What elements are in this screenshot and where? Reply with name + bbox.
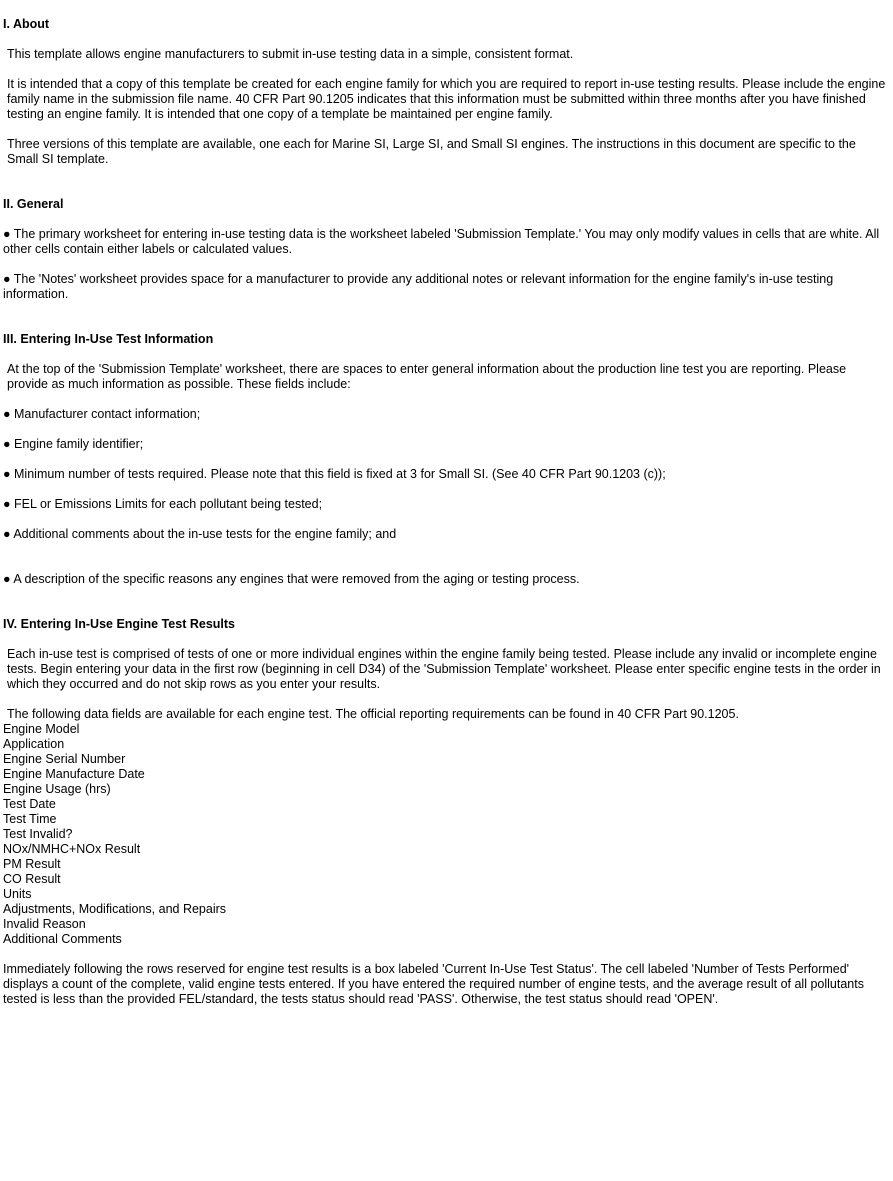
entering-info-paragraph: At the top of the 'Submission Template' worksheet, there are spaces to enter general information about the production line test you are reporting. Please provide as much information as possible. These fields include:	[7, 362, 847, 391]
list-item: Invalid Reason	[3, 917, 86, 931]
list-item: Additional Comments	[3, 932, 122, 946]
about-paragraph-1: This template allows engine manufacturers to submit in-use testing data in a simple, consistent format.	[7, 47, 574, 61]
section-heading-entering-info: III. Entering In-Use Test Information	[3, 332, 214, 346]
entering-results-paragraph-2: The following data fields are available for each engine test. The official reporting requirements can be found in 40 CFR Part 90.1205.	[7, 707, 739, 721]
list-item: Units	[3, 887, 32, 901]
list-item: Test Invalid?	[3, 827, 73, 841]
entering-results-paragraph-1: Each in-use test is comprised of tests of one or more individual engines within the engine family being tested. Please include any invalid or incomplete engine tests. Begin entering your data in the first row (beginning in cell D34) of the 'Submission Template' worksheet. Please enter specific engine tests in the order in which they occurred and do not skip rows as you enter your results.	[7, 647, 881, 691]
list-item: Application	[3, 737, 65, 751]
data-field-list	[3, 722, 889, 947]
section-heading-entering-results: IV. Entering In-Use Engine Test Results	[3, 617, 235, 631]
bullet-contact-info: ● Manufacturer contact information;	[3, 407, 201, 421]
section-heading-about: I. About	[3, 17, 50, 31]
document-body	[3, 17, 889, 1007]
about-paragraph-3: Three versions of this template are available, one each for Marine SI, Large SI, and Small SI engines. The instructions in this document are specific to the Small SI template.	[7, 137, 856, 166]
bullet-minimum-tests: ● Minimum number of tests required. Please note that this field is fixed at 3 for Small SI. (See 40 CFR Part 90.1203 (c));	[3, 467, 666, 481]
section-entering-info	[3, 332, 889, 587]
bullet-additional-comments: ● Additional comments about the in-use tests for the engine family; and	[3, 527, 397, 541]
list-item: PM Result	[3, 857, 61, 871]
list-item: CO Result	[3, 872, 61, 886]
section-entering-results	[3, 617, 889, 1007]
list-item: Engine Usage (hrs)	[3, 782, 111, 796]
general-paragraph-1: ● The primary worksheet for entering in-use testing data is the worksheet labeled 'Submission Template.' You may only modify values in cells that are white. All other cells contain either labels or calculated values.	[3, 227, 880, 256]
section-heading-general: II. General	[3, 197, 64, 211]
list-item: Engine Model	[3, 722, 80, 736]
list-item: Engine Manufacture Date	[3, 767, 145, 781]
list-item: Test Time	[3, 812, 57, 826]
section-about	[3, 17, 889, 167]
list-item: NOx/NMHC+NOx Result	[3, 842, 141, 856]
about-paragraph-2: It is intended that a copy of this template be created for each engine family for which you are required to report in-use testing results. Please include the engine family name in the submission file name. 40 CFR Part 90.1205 indicates that this information must be submitted within three months after you have finished testing an engine family. It is intended that one copy of a template be maintained per engine family.	[7, 77, 886, 121]
section-general	[3, 197, 889, 302]
list-item: Engine Serial Number	[3, 752, 126, 766]
bullet-removal-reasons: ● A description of the specific reasons any engines that were removed from the aging or testing process.	[3, 572, 580, 586]
list-item: Test Date	[3, 797, 56, 811]
general-paragraph-2: ● The 'Notes' worksheet provides space for a manufacturer to provide any additional notes or relevant information for the engine family's in-use testing information.	[3, 272, 834, 301]
entering-results-paragraph-3: Immediately following the rows reserved for engine test results is a box labeled 'Current In-Use Test Status'. The cell labeled 'Number of Tests Performed' displays a count of the complete, valid engine tests entered. If you have entered the required number of engine tests, and the average result of all pollutants tested is less than the provided FEL/standard, the tests status should read 'PASS'. Otherwise, the test status should read 'OPEN'.	[3, 962, 864, 1006]
bullet-family-identifier: ● Engine family identifier;	[3, 437, 144, 451]
bullet-fel-limits: ● FEL or Emissions Limits for each pollutant being tested;	[3, 497, 323, 511]
list-item: Adjustments, Modifications, and Repairs	[3, 902, 227, 916]
